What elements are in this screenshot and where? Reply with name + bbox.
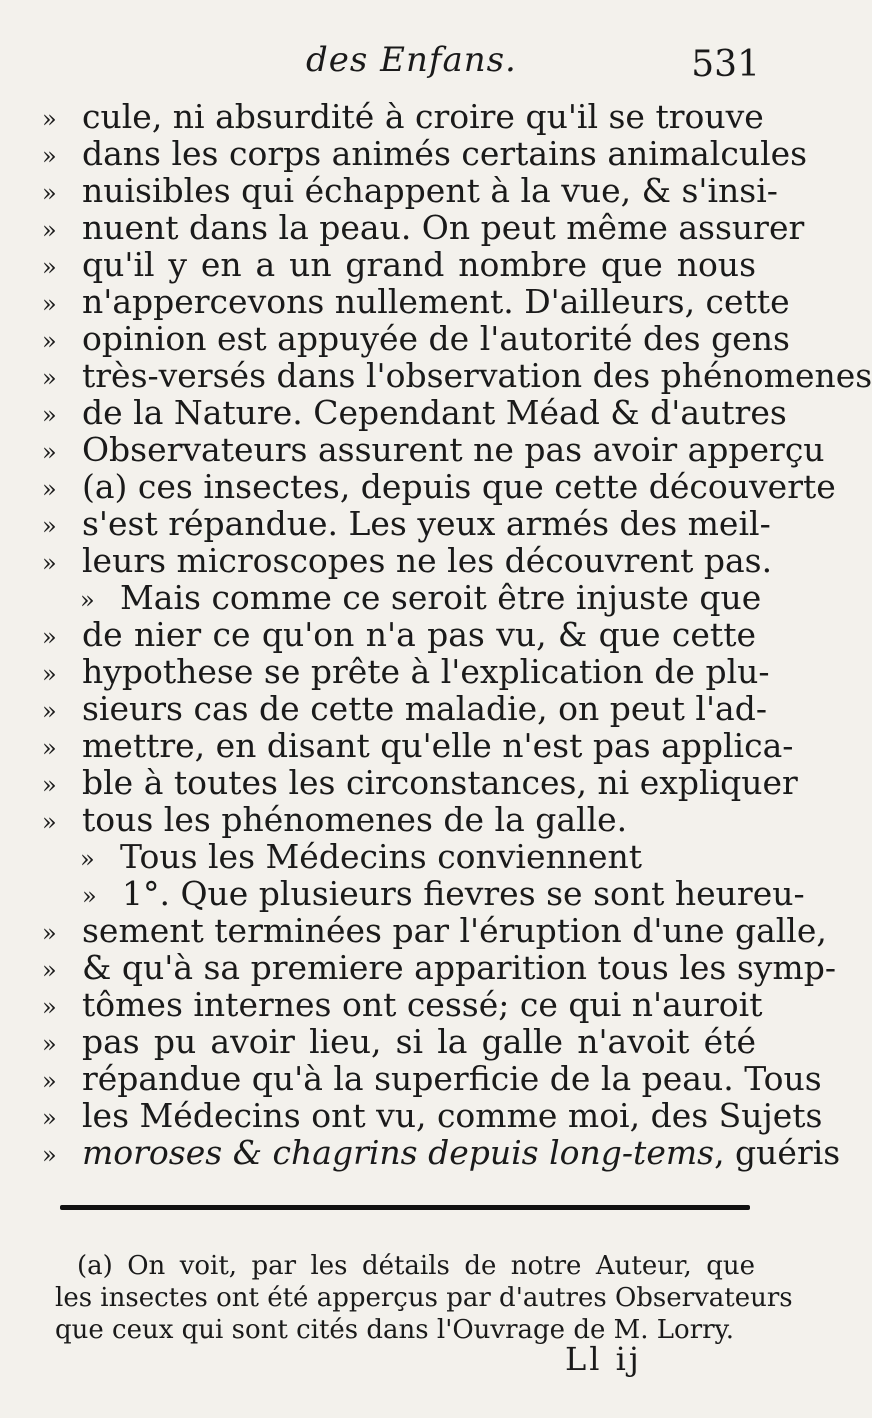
running-head: des Enfans.: [306, 40, 517, 80]
line-text: 1°. Que plusieurs fievres se sont heureu-: [122, 874, 805, 913]
text-line: [42, 689, 767, 728]
line-text: sement terminées par l'éruption d'une galle,: [82, 911, 827, 950]
line-text: mettre, en disant qu'elle n'est pas applica-: [82, 726, 794, 765]
text-line: [42, 985, 763, 1024]
text-line: [42, 208, 805, 247]
text-line: [42, 911, 827, 950]
quote-mark: »: [42, 105, 57, 133]
text-line: [42, 467, 836, 506]
quote-mark: »: [42, 697, 57, 725]
quote-mark: »: [80, 845, 95, 873]
text-line: [42, 97, 764, 136]
text-line: [42, 1023, 760, 1060]
line-text: qu'il y en a un grand nombre que nous: [82, 245, 756, 284]
line-text: Mais comme ce seroit être injuste que: [120, 578, 762, 617]
line-text: leurs microscopes ne les découvrent pas.: [82, 541, 773, 580]
page-header: [0, 40, 800, 90]
text-line: [42, 171, 778, 210]
line-text: hypothese se prête à l'explication de plu-: [82, 652, 770, 691]
line-text: Tous les Médecins conviennent: [120, 837, 643, 876]
quote-mark: »: [42, 253, 57, 281]
line-text: sieurs cas de cette maladie, on peut l'ad-: [82, 689, 767, 728]
quote-mark: »: [42, 438, 57, 466]
line-text: tous les phénomenes de la galle.: [82, 800, 628, 839]
text-line: [42, 763, 798, 802]
quote-mark: »: [42, 512, 57, 540]
text-line: [42, 948, 836, 987]
line-text: (a) ces insectes, depuis que cette découverte: [82, 467, 836, 506]
line-text: répandue qu'à la superficie de la peau. Tous: [82, 1059, 822, 1098]
quote-mark: »: [42, 216, 57, 244]
quote-mark: »: [42, 623, 57, 651]
footnote-line: les insectes ont été apperçus par d'autres Observateurs: [55, 1283, 793, 1313]
text-line: [42, 504, 771, 543]
signature-mark: Ll ij: [565, 1340, 642, 1378]
line-text: ble à toutes les circonstances, ni expliquer: [82, 763, 798, 802]
text-line: [42, 541, 773, 580]
quote-mark: »: [42, 327, 57, 355]
quote-mark: »: [42, 475, 57, 503]
quote-mark: »: [42, 808, 57, 836]
paragraph-start-line: [42, 874, 805, 913]
line-text: de la Nature. Cependant Méad & d'autres: [82, 393, 787, 432]
footnote: [55, 1250, 793, 1346]
quote-mark: »: [42, 1104, 57, 1132]
line-text: opinion est appuyée de l'autorité des gens: [82, 319, 790, 358]
text-line: [42, 1096, 823, 1135]
body-text: [42, 97, 872, 1172]
quote-mark: »: [42, 364, 57, 392]
quote-mark: »: [42, 771, 57, 799]
line-text: s'est répandue. Les yeux armés des meil-: [82, 504, 771, 543]
footnote-line: que ceux qui sont cités dans l'Ouvrage de M. Lorry.: [55, 1315, 735, 1345]
line-text: n'appercevons nullement. D'ailleurs, cette: [82, 282, 790, 321]
line-text-tail: , guéris: [714, 1133, 841, 1172]
quote-mark: »: [42, 290, 57, 318]
page-number: 531: [691, 44, 760, 85]
line-text: cule, ni absurdité à croire qu'il se trouve: [82, 97, 764, 136]
quote-mark: »: [80, 586, 95, 614]
quote-mark: »: [42, 1067, 57, 1095]
quote-mark: »: [82, 882, 97, 910]
quote-mark: »: [42, 549, 57, 577]
text-line: [42, 134, 808, 173]
quote-mark: »: [42, 993, 57, 1021]
text-line: [42, 1133, 841, 1172]
text-line: [42, 319, 790, 358]
quote-mark: »: [42, 660, 57, 688]
text-line: [42, 616, 760, 653]
line-text: [82, 1133, 841, 1172]
quote-mark: »: [42, 919, 57, 947]
line-text: pas pu avoir lieu, si la galle n'avoit été: [82, 1022, 756, 1061]
line-text: très-versés dans l'observation des phénomenes: [82, 356, 872, 395]
paragraph-start-line: [42, 838, 760, 875]
line-text: & qu'à sa premiere apparition tous les symp-: [82, 948, 836, 987]
quote-mark: »: [42, 179, 57, 207]
quote-mark: »: [42, 734, 57, 762]
quote-mark: »: [42, 401, 57, 429]
quote-mark: »: [42, 142, 57, 170]
text-line: [42, 246, 760, 283]
text-line: [42, 430, 825, 469]
line-text: Observateurs assurent ne pas avoir apperçu: [82, 430, 825, 469]
line-text: tômes internes ont cessé; ce qui n'auroit: [82, 985, 763, 1024]
text-line: [42, 356, 872, 395]
footnote-line: (a) On voit, par les détails de notre Auteur, que: [77, 1251, 755, 1281]
italic-phrase: moroses & chagrins depuis long-tems: [82, 1133, 715, 1172]
footnote-rule: [60, 1205, 750, 1210]
text-line: [42, 652, 770, 691]
line-text: dans les corps animés certains animalcules: [82, 134, 808, 173]
text-line: [42, 282, 790, 321]
line-text: nuent dans la peau. On peut même assurer: [82, 208, 805, 247]
text-line: [42, 801, 760, 838]
quote-mark: »: [42, 1141, 57, 1169]
quote-mark: »: [42, 1030, 57, 1058]
line-text: les Médecins ont vu, comme moi, des Sujets: [82, 1096, 823, 1135]
text-line: [42, 726, 794, 765]
quote-mark: »: [42, 956, 57, 984]
text-line: [42, 1059, 822, 1098]
line-text: nuisibles qui échappent à la vue, & s'insi-: [82, 171, 778, 210]
text-line: [42, 393, 787, 432]
paragraph-start-line: [42, 579, 760, 616]
line-text: de nier ce qu'on n'a pas vu, & que cette: [82, 615, 756, 654]
